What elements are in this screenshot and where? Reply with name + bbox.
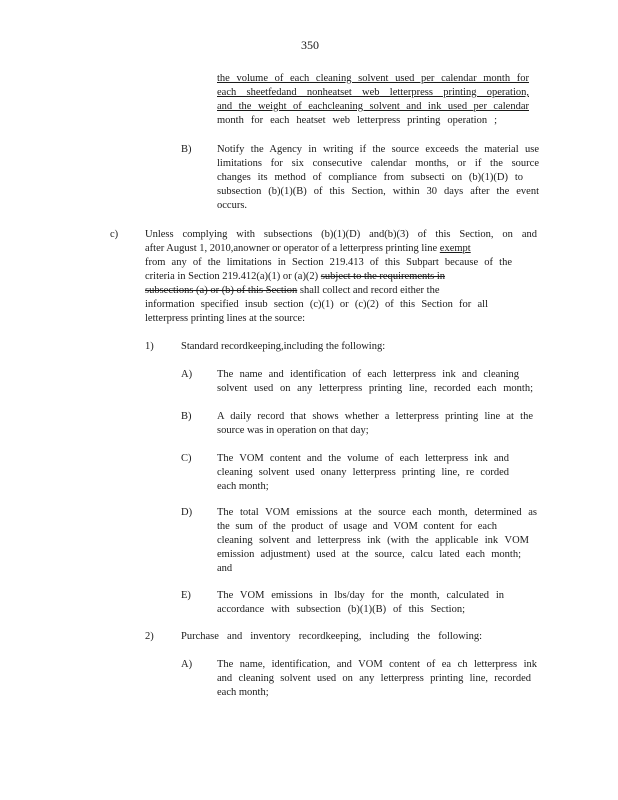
text-line: and cleaning solvent used on any letterpress printing line, recorded <box>217 673 531 684</box>
text-span: after August 1, 2010,anowner or operator of a letterpress printing line <box>145 243 438 254</box>
text-line: source was in operation on that day; <box>217 425 369 436</box>
inserted-text: exempt <box>439 243 471 254</box>
struck-text: subject to the requirements in <box>320 271 446 282</box>
item-label: B) <box>181 144 192 155</box>
text-line: limitations for six consecutive calendar months, or if the source <box>217 158 539 169</box>
text-line: A daily record that shows whether a letterpress printing line at the <box>217 411 533 422</box>
item-label: A) <box>181 369 193 380</box>
text-line: subsection (b)(1)(B) of this Section, within 30 days after the event <box>217 186 539 197</box>
text-line: solvent used on any letterpress printing line, recorded each month; <box>217 383 533 394</box>
text-line: each month; <box>217 481 269 492</box>
text-line: cleaning solvent used onany letterpress printing line, re corded <box>217 467 509 478</box>
text-line: accordance with subsection (b)(1)(B) of this Section; <box>217 604 465 615</box>
text-line <box>145 284 440 298</box>
text-line: each month; <box>217 687 269 698</box>
item-label: 1) <box>145 341 154 352</box>
item-heading: Purchase and inventory recordkeeping, including the following: <box>181 631 482 642</box>
page-number: 350 <box>301 38 319 52</box>
item-label: D) <box>181 507 193 518</box>
text-line <box>145 270 445 284</box>
text-line: The VOM content and the volume of each letterpress ink and <box>217 453 509 464</box>
text-line: changes its method of compliance from subsecti on (b)(1)(D) to <box>217 172 523 183</box>
item-label: E) <box>181 590 191 601</box>
item-label: c) <box>110 229 119 240</box>
text-line: The total VOM emissions at the source each month, determined as <box>217 507 537 518</box>
text-line: letterpress printing lines at the source: <box>145 313 306 324</box>
text-line: occurs. <box>217 200 248 211</box>
struck-text: subsections (a) or (b) of this Section <box>145 285 298 296</box>
text-line: information specified insub section (c)(1) or (c)(2) of this Section for all <box>145 299 488 310</box>
item-label: A) <box>181 659 193 670</box>
text-line: and the weight of eachcleaning solvent and ink used per calendar <box>217 101 529 112</box>
text-span: shall collect and record either the <box>299 285 440 296</box>
text-span: criteria in Section 219.412(a)(1) or (a)(2) <box>145 271 319 282</box>
text-line: the volume of each cleaning solvent used per calendar month for <box>217 73 529 84</box>
item-label: 2) <box>145 631 154 642</box>
text-line: The VOM emissions in lbs/day for the month, calculated in <box>217 590 504 601</box>
text-line: from any of the limitations in Section 219.413 of this Subpart because of the <box>145 257 512 268</box>
text-line: Unless complying with subsections (b)(1)(D) and(b)(3) of this Section, on and <box>145 229 537 240</box>
item-label: B) <box>181 411 192 422</box>
text-line: each sheetfedand nonheatset web letterpress printing operation, <box>217 87 529 98</box>
text-line: The name and identification of each letterpress ink and cleaning <box>217 369 519 380</box>
text-line: cleaning solvent and letterpress ink (with the applicable ink VOM <box>217 535 529 546</box>
item-heading: Standard recordkeeping,including the following: <box>181 341 386 352</box>
text-line: The name, identification, and VOM content of ea ch letterpress ink <box>217 659 537 670</box>
text-line: the sum of the product of usage and VOM content for each <box>217 521 497 532</box>
text-line <box>145 242 489 256</box>
item-label: C) <box>181 453 192 464</box>
text-line: and <box>217 563 233 574</box>
text-line: emission adjustment) used at the source, calcu lated each month; <box>217 549 521 560</box>
text-line: month for each heatset web letterpress printing operation ; <box>217 115 497 126</box>
text-line: Notify the Agency in writing if the source exceeds the material use <box>217 144 539 155</box>
